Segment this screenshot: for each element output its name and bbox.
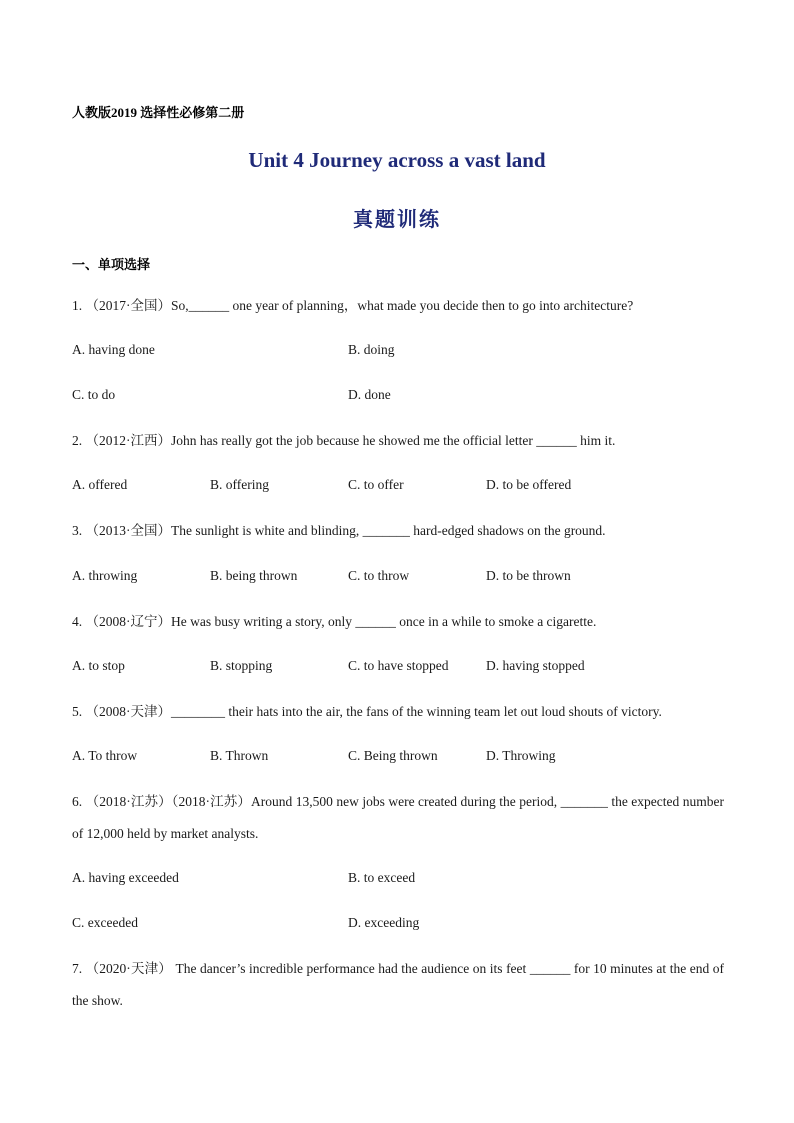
question-2-option-a: A. offered	[72, 477, 128, 492]
question-4-stem: 4. （2008·辽宁）He was busy writing a story, only ______ once in a while to smoke a cigarette.	[72, 614, 597, 629]
question-4-option-b: B. stopping	[210, 658, 273, 673]
question-1-option-b: B. doing	[348, 342, 395, 357]
question-2-stem: 2. （2012·江西）John has really got the job because he showed me the official letter ______ him it.	[72, 433, 616, 448]
question-3-option-b: B. being thrown	[210, 568, 298, 583]
question-1-option-c: C. to do	[72, 387, 116, 402]
question-4-option-d: D. having stopped	[486, 658, 585, 673]
question-6-option-c: C. exceeded	[72, 915, 138, 930]
question-6-stem: 6. （2018·江苏）（2018·江苏）Around 13,500 new jobs were created during the period, _______ the expected number of 12,000 held by market analysts.	[72, 794, 724, 841]
question-3-option-a: A. throwing	[72, 568, 138, 583]
question-2-option-b: B. offering	[210, 477, 269, 492]
question-2-option-c: C. to offer	[348, 477, 404, 492]
question-1-stem: 1. （2017·全国）So,______ one year of planning，what made you decide then to go into architecture?	[72, 298, 634, 313]
question-6-option-d: D. exceeding	[348, 915, 420, 930]
question-5-option-d: D. Throwing	[486, 748, 556, 763]
document-subtitle: 真题训练	[353, 209, 441, 231]
question-6-option-a: A. having exceeded	[72, 870, 179, 885]
question-3-stem: 3. （2013·全国）The sunlight is white and blinding, _______ hard-edged shadows on the ground.	[72, 523, 606, 538]
question-7-stem: 7. （2020·天津） The dancer’s incredible performance had the audience on its feet ______ for 10 minutes at the end of the show.	[72, 961, 724, 1008]
question-3-option-d: D. to be thrown	[486, 568, 571, 583]
question-1-option-a: A. having done	[72, 342, 155, 357]
question-5-option-b: B. Thrown	[210, 748, 269, 763]
section-heading: 一、单项选择	[72, 257, 151, 272]
question-5-option-c: C. Being thrown	[348, 748, 438, 763]
question-3-option-c: C. to throw	[348, 568, 410, 583]
edition-label: 人教版2019 选择性必修第二册	[72, 105, 245, 120]
question-4-option-a: A. to stop	[72, 658, 125, 673]
question-1-option-d: D. done	[348, 387, 391, 402]
question-5-stem: 5. （2008·天津）________ their hats into the air, the fans of the winning team let out loud shouts of victory.	[72, 704, 662, 719]
question-5-option-a: A. To throw	[72, 748, 138, 763]
question-6-option-b: B. to exceed	[348, 870, 416, 885]
question-4-option-c: C. to have stopped	[348, 658, 449, 673]
question-2-option-d: D. to be offered	[486, 477, 572, 492]
document-title: Unit 4 Journey across a vast land	[248, 148, 546, 172]
